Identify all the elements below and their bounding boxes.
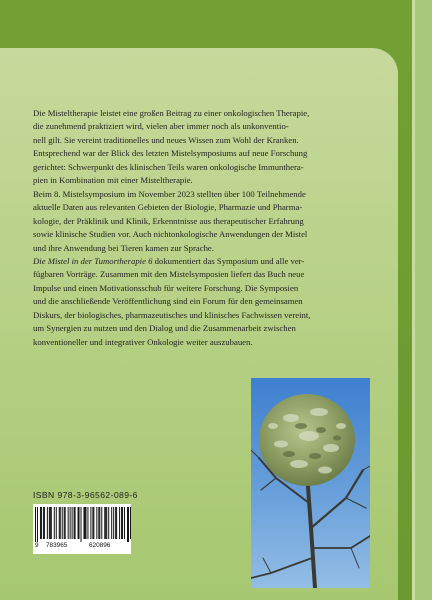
barcode-bar bbox=[84, 507, 85, 539]
barcode-bar bbox=[70, 507, 71, 539]
barcode-left-digits: 783965 bbox=[46, 542, 68, 549]
barcode-bar bbox=[41, 507, 42, 539]
barcode-bar bbox=[116, 507, 117, 539]
barcode-bar bbox=[87, 507, 88, 539]
barcode-right-digits: 620896 bbox=[89, 542, 111, 549]
barcode-bar bbox=[104, 507, 105, 539]
barcode-bar bbox=[65, 507, 66, 539]
barcode-bar bbox=[124, 507, 125, 539]
barcode-bar bbox=[81, 507, 82, 542]
barcode-bar bbox=[93, 507, 94, 539]
barcode-bar bbox=[64, 507, 65, 539]
barcode-bar bbox=[98, 507, 99, 539]
blurb-line: Die Misteltherapie leistet eine großen Beitrag zu einer onkologischen Therapie, bbox=[33, 108, 310, 118]
barcode-bar bbox=[122, 507, 123, 539]
barcode-bar bbox=[113, 507, 114, 539]
barcode-bar bbox=[72, 507, 73, 539]
barcode-bar bbox=[111, 507, 112, 539]
barcode-bar bbox=[127, 507, 128, 542]
mistletoe-photo-art bbox=[251, 378, 370, 588]
barcode-bar bbox=[119, 507, 120, 539]
barcode-bar bbox=[60, 507, 61, 539]
barcode-bar bbox=[96, 507, 97, 539]
barcode-bar bbox=[37, 507, 38, 542]
spine-edge bbox=[412, 0, 415, 600]
book-title: Die Mistel in der Tumortherapie 6 bbox=[33, 255, 153, 266]
isbn-label: ISBN 978-3-96562-089-6 bbox=[33, 490, 138, 500]
barcode-bar bbox=[74, 507, 75, 539]
barcode-bar bbox=[108, 507, 109, 539]
barcode-bar bbox=[75, 507, 76, 539]
blurb-line: gerichtet: Schwerpunkt des klinischen Teils waren onkologische Immunthera- bbox=[33, 161, 304, 172]
barcode-bar bbox=[54, 507, 55, 539]
barcode-bar bbox=[78, 507, 79, 539]
barcode-bar bbox=[79, 507, 80, 539]
barcode-bar bbox=[90, 507, 91, 539]
barcode-bar bbox=[105, 507, 106, 539]
blurb-line: um Synergien zu nutzen und den Dialog und die Zusammenarbeit zwischen bbox=[33, 323, 296, 334]
blurb-line: Beim 8. Mistelsymposium im November 2023 stellten über 100 Teilnehmende bbox=[33, 188, 306, 199]
mistletoe-photo bbox=[251, 378, 370, 588]
blurb-line: und ihre Anwendung bei Tieren kamen zur Sprache. bbox=[33, 242, 214, 253]
barcode-bar bbox=[68, 507, 69, 539]
barcode-bar bbox=[59, 507, 60, 539]
barcode-lead-digit: 9 bbox=[35, 542, 39, 549]
barcode-bar bbox=[43, 507, 44, 539]
barcode-bar bbox=[49, 507, 50, 539]
barcode-bars bbox=[33, 504, 131, 542]
blurb-line: sowie klinische Studien vor. Auch nichtonkologische Anwendungen der Mistel bbox=[33, 229, 308, 240]
barcode-bar bbox=[40, 507, 41, 539]
blurb-line: nell gilt. Sie vereint traditionelles und neues Wissen zum Wohl der Kranken. bbox=[33, 134, 299, 145]
barcode-bar bbox=[47, 507, 48, 539]
barcode-bar bbox=[83, 507, 84, 539]
blurb-title-rest: dokumentiert das Symposium und alle ver- bbox=[152, 255, 305, 266]
blurb-line: pien in Kombination mit einer Misteltherapie. bbox=[33, 175, 193, 186]
barcode-bar bbox=[101, 507, 102, 539]
barcode-bar bbox=[62, 507, 63, 539]
barcode-bar bbox=[115, 507, 116, 539]
barcode-bar bbox=[51, 507, 52, 539]
barcode-bar bbox=[44, 507, 45, 539]
barcode-bar bbox=[85, 507, 86, 539]
spine-strip bbox=[412, 0, 432, 600]
barcode-bar bbox=[35, 507, 36, 542]
blurb-line: und die anschließende Veröffentlichung sind ein Forum für den gemeinsamen bbox=[33, 296, 303, 307]
blurb-line: aktuelle Daten aus relevanten Gebieten der Biologie, Pharmazie und Pharma- bbox=[33, 202, 303, 213]
blurb-line: Diskurs, der biologisches, pharmazeutisches und klinisches Fachwissen vereint, bbox=[33, 309, 311, 320]
blurb-text bbox=[33, 107, 369, 349]
blurb-title-line bbox=[33, 255, 369, 268]
barcode-bar bbox=[50, 507, 51, 539]
barcode-bar bbox=[128, 507, 129, 542]
blurb-line: die zunehmend praktiziert wird, vielen aber immer noch als unkonventio- bbox=[33, 121, 289, 132]
blurb-line: Impulse und einen Motivationsschub für weitere Forschung. Die Symposien bbox=[33, 282, 299, 293]
barcode-bar bbox=[99, 507, 100, 539]
blurb-line: kologie, der Präklinik und Klinik, Erkenntnisse aus therapeutischer Erfahrung bbox=[33, 215, 304, 226]
barcode bbox=[33, 504, 131, 554]
barcode-bar bbox=[121, 507, 122, 539]
barcode-bar bbox=[130, 507, 131, 539]
blurb-line: konventioneller und integrativer Onkologie weiter auszubauen. bbox=[33, 336, 253, 347]
barcode-bar bbox=[92, 507, 93, 539]
barcode-bar bbox=[56, 507, 57, 539]
blurb-line: fügbaren Vorträge. Zusammen mit den Mistelsymposien liefert das Buch neue bbox=[33, 269, 305, 280]
blurb-line: Entsprechend war der Blick des letzten Mistelsymposiums auf neue Forschung bbox=[33, 148, 308, 159]
barcode-bar bbox=[106, 507, 107, 539]
